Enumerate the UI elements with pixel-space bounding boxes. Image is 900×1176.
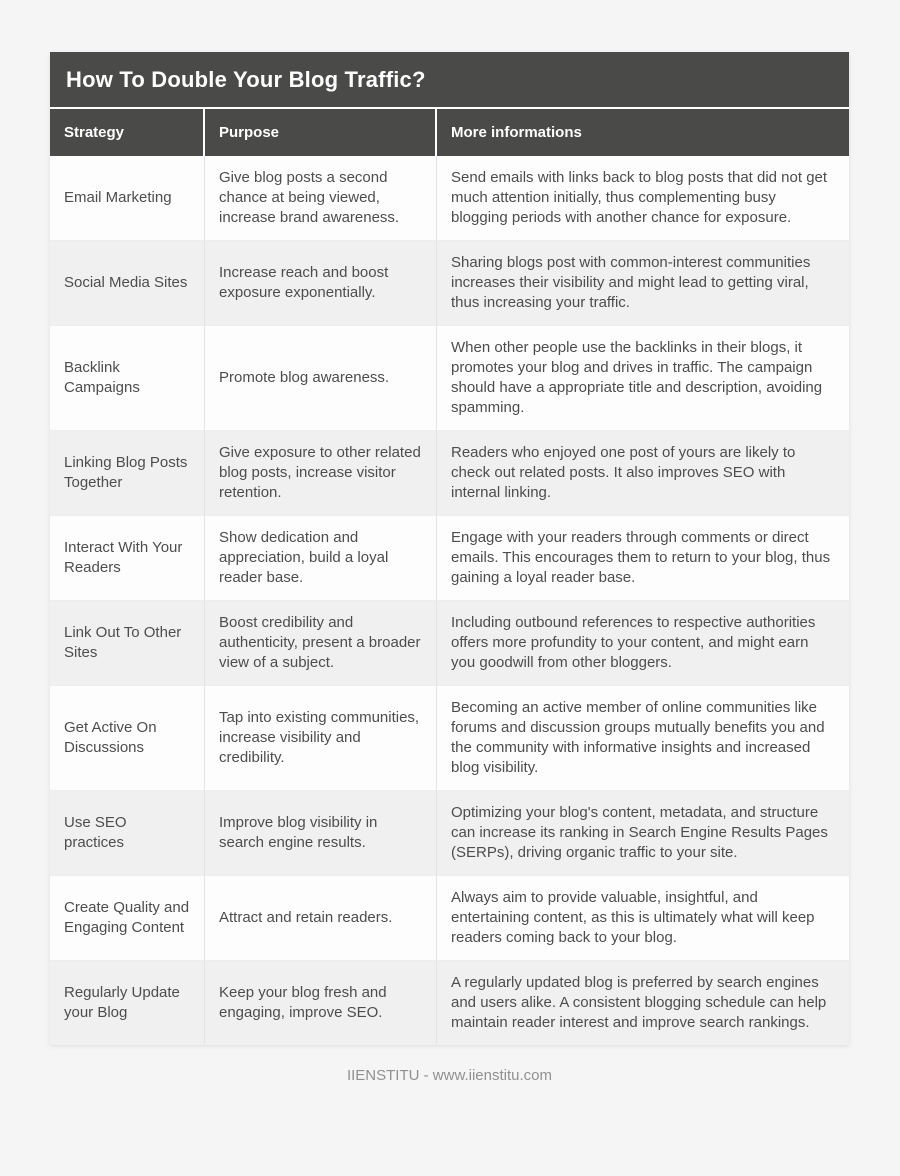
strategy-cell: Get Active On Discussions xyxy=(50,686,205,791)
strategy-cell: Email Marketing xyxy=(50,156,205,241)
purpose-cell: Give exposure to other related blog posts, increase visitor retention. xyxy=(205,431,437,516)
strategy-cell: Social Media Sites xyxy=(50,241,205,326)
info-cell: Optimizing your blog's content, metadata, and structure can increase its ranking in Search Engine Results Pages (SERPs), driving organic traffic to your site. xyxy=(437,791,849,876)
strategy-cell: Use SEO practices xyxy=(50,791,205,876)
purpose-cell: Improve blog visibility in search engine results. xyxy=(205,791,437,876)
purpose-cell: Give blog posts a second chance at being viewed, increase brand awareness. xyxy=(205,156,437,241)
table-row xyxy=(50,156,849,241)
table-row xyxy=(50,326,849,431)
table-row xyxy=(50,516,849,601)
purpose-cell: Attract and retain readers. xyxy=(205,876,437,961)
strategies-table xyxy=(50,109,849,1045)
purpose-cell: Tap into existing communities, increase visibility and credibility. xyxy=(205,686,437,791)
table-row xyxy=(50,241,849,326)
purpose-cell: Promote blog awareness. xyxy=(205,326,437,431)
strategy-cell: Regularly Update your Blog xyxy=(50,961,205,1045)
strategy-cell: Link Out To Other Sites xyxy=(50,601,205,686)
table-row xyxy=(50,876,849,961)
info-cell: Becoming an active member of online communities like forums and discussion groups mutually benefits you and the community with informative insights and increased blog visibility. xyxy=(437,686,849,791)
strategy-cell: Interact With Your Readers xyxy=(50,516,205,601)
purpose-cell: Increase reach and boost exposure exponentially. xyxy=(205,241,437,326)
column-header-more-informations: More informations xyxy=(437,109,849,156)
table-row xyxy=(50,686,849,791)
column-header-strategy: Strategy xyxy=(50,109,205,156)
blog-traffic-table-card xyxy=(50,52,849,1045)
info-cell: Readers who enjoyed one post of yours are likely to check out related posts. It also improves SEO with internal linking. xyxy=(437,431,849,516)
page-title: How To Double Your Blog Traffic? xyxy=(50,52,849,109)
strategy-cell: Linking Blog Posts Together xyxy=(50,431,205,516)
info-cell: When other people use the backlinks in their blogs, it promotes your blog and drives in traffic. The campaign should have a appropriate title and description, avoiding spamming. xyxy=(437,326,849,431)
info-cell: A regularly updated blog is preferred by search engines and users alike. A consistent blogging schedule can help maintain reader interest and improve search rankings. xyxy=(437,961,849,1045)
strategy-cell: Backlink Campaigns xyxy=(50,326,205,431)
info-cell: Including outbound references to respective authorities offers more profundity to your content, and might earn you goodwill from other bloggers. xyxy=(437,601,849,686)
table-row xyxy=(50,961,849,1045)
purpose-cell: Boost credibility and authenticity, present a broader view of a subject. xyxy=(205,601,437,686)
strategy-cell: Create Quality and Engaging Content xyxy=(50,876,205,961)
info-cell: Sharing blogs post with common-interest communities increases their visibility and might lead to getting viral, thus increasing your traffic. xyxy=(437,241,849,326)
purpose-cell: Show dedication and appreciation, build a loyal reader base. xyxy=(205,516,437,601)
table-row xyxy=(50,791,849,876)
info-cell: Engage with your readers through comments or direct emails. This encourages them to return to your blog, thus gaining a loyal reader base. xyxy=(437,516,849,601)
table-header-row xyxy=(50,109,849,156)
purpose-cell: Keep your blog fresh and engaging, improve SEO. xyxy=(205,961,437,1045)
info-cell: Always aim to provide valuable, insightful, and entertaining content, as this is ultimately what will keep readers coming back to your blog. xyxy=(437,876,849,961)
footer-credit: IIENSTITU - www.iienstitu.com xyxy=(346,1067,553,1084)
info-cell: Send emails with links back to blog posts that did not get much attention initially, thus complementing busy blogging periods with another chance for exposure. xyxy=(437,156,849,241)
column-header-purpose: Purpose xyxy=(205,109,437,156)
table-row xyxy=(50,431,849,516)
table-row xyxy=(50,601,849,686)
